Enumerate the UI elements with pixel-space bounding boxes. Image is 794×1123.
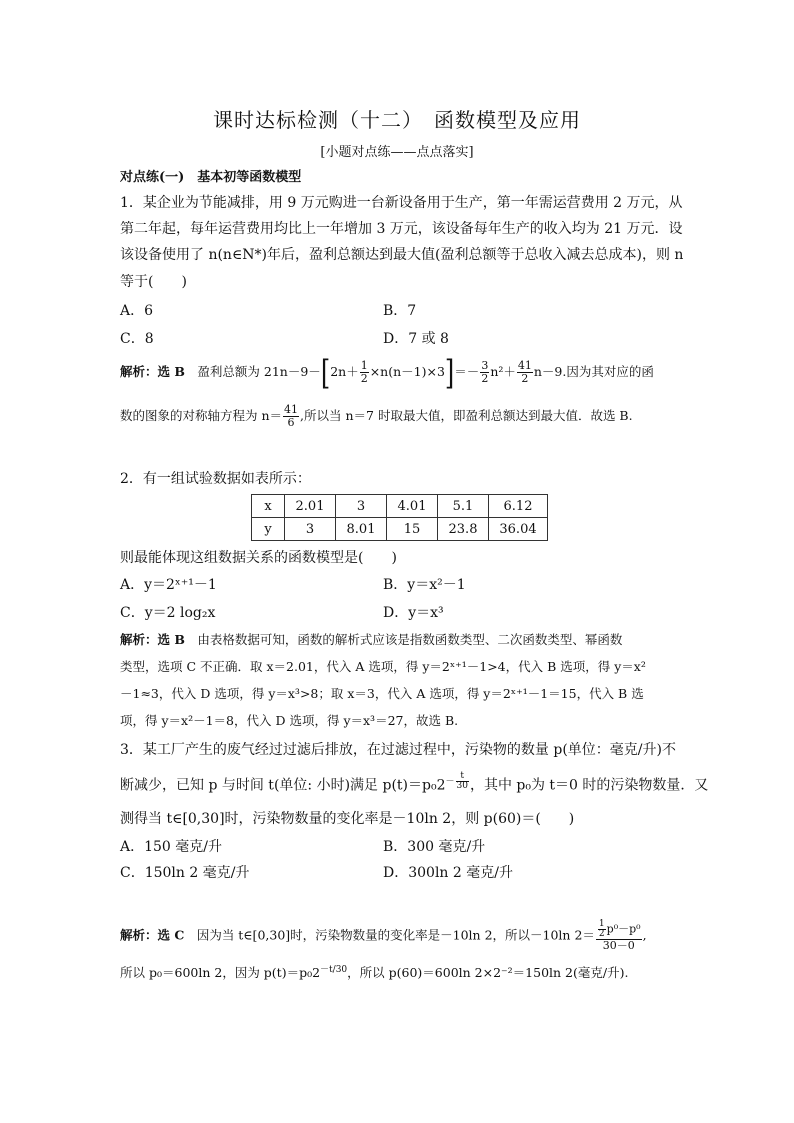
table-cell: 6.12 — [489, 495, 548, 518]
q1-line3: 该设备使用了 n(n∈N*)年后，盈利总额达到最大值(盈利总额等于总收入减去总成本)，则 n — [120, 247, 684, 263]
frac-num: 1 — [360, 359, 368, 372]
frac-num: 41 — [517, 359, 532, 372]
q1-option-c: C．8 — [120, 331, 154, 347]
q2-option-c: C．y＝2 log₂x — [120, 605, 216, 621]
frac-den: 2 — [598, 929, 605, 939]
q3-sol2b: ，所以 p(60)＝600ln 2×2⁻²＝150ln 2(毫克/升). — [347, 965, 629, 981]
q3-option-d: D．300ln 2 毫克/升 — [383, 865, 513, 881]
q1-sol-line2a: 数的图象的对称轴方程为 n＝ — [120, 408, 283, 423]
q1-solution-line1 — [120, 352, 654, 393]
frac-num — [596, 920, 642, 940]
q1-sol-mid: 2n＋ — [330, 364, 359, 379]
table-row-y — [252, 518, 548, 541]
q3-sol2a: 所以 p₀＝600ln 2，因为 p(t)＝p₀2 — [120, 965, 321, 981]
q3-line2b: ，其中 p₀为 t＝0 时的污染物数量．又 — [469, 777, 709, 794]
bracket-open: [ — [320, 352, 331, 393]
frac-num: 41 — [284, 403, 299, 416]
q2-question: 则最能体现这组数据关系的函数模型是( ) — [120, 550, 397, 566]
q2-stem: 2．有一组试验数据如表所示： — [120, 471, 311, 487]
section-heading: 对点练(一) 基本初等函数模型 — [120, 170, 302, 185]
q3-solution-line2 — [120, 962, 628, 981]
q1-sol-mid3: n²＋ — [490, 364, 516, 379]
q1-line4: 等于( ) — [120, 274, 187, 290]
q1-sol-end1: n－9.因为其对应的函 — [533, 364, 654, 379]
exponent — [445, 771, 469, 791]
fraction — [598, 920, 606, 939]
q2-solution-line4: 项，得 y＝x²－1＝8，代入 D 选项，得 y＝x³＝27，故选 B. — [120, 713, 459, 728]
q1-sol-line2b: ,所以当 n＝7 时取最大值，即盈利总额达到最大值．故选 B. — [300, 408, 633, 423]
frac-den: 30－0 — [602, 939, 635, 952]
q3-sol1: 因为当 t∈[0,30]时，污染物数量的变化率是－10ln 2，所以－10ln 2＝ — [184, 927, 595, 943]
q3-option-c: C．150ln 2 毫克/升 — [120, 865, 250, 881]
q2-sol1: 由表格数据可知，函数的解析式应该是指数函数类型、二次函数类型、幂函数 — [184, 632, 623, 647]
q1-sol-text: 盈利总额为 21n－9－ — [184, 364, 321, 379]
q1-sol-mid2: ×n(n－1)×3 — [369, 364, 445, 379]
q2-solution-line2: 类型，选项 C 不正确．取 x＝2.01，代入 A 选项，得 y＝2ˣ⁺¹－1>4，代入 B 选项，得 y＝x² — [120, 659, 646, 674]
table-row-x — [252, 495, 548, 518]
frac-num: 1 — [598, 919, 605, 929]
q1-solution-line2 — [120, 404, 633, 429]
frac-den: 2 — [521, 372, 529, 385]
table-cell: 23.8 — [438, 518, 489, 541]
q2-option-b: B．y＝x²－1 — [383, 577, 466, 593]
fraction — [596, 920, 642, 952]
q1-option-d: D．7 或 8 — [383, 331, 449, 347]
q3-option-a: A．150 毫克/升 — [120, 839, 222, 855]
frac-den: 2 — [481, 372, 489, 385]
frac-num-rest: p⁰－p⁰ — [606, 922, 641, 936]
q2-solution-line1 — [120, 630, 622, 648]
exponent: －t/30 — [320, 965, 348, 975]
q1-option-b: B．7 — [383, 303, 417, 319]
q3-line1: 3．某工厂产生的废气经过过滤后排放，在过滤过程中，污染物的数量 p(单位：毫克/升)不 — [120, 742, 676, 758]
exp-sign: － — [445, 777, 455, 787]
table-cell: 8.01 — [336, 518, 387, 541]
fraction — [360, 360, 369, 385]
q3-option-b: B．300 毫克/升 — [383, 839, 486, 855]
page-subtitle: [小题对点练——点点落实] — [320, 145, 474, 160]
frac-num: 3 — [481, 359, 489, 372]
q3-solution-line1 — [120, 920, 647, 952]
table-cell: 4.01 — [387, 495, 438, 518]
table-cell: 3 — [336, 495, 387, 518]
q3-line2a: 断减少，已知 p 与时间 t(单位: 小时)满足 p(t)＝p₀2 — [120, 777, 446, 794]
q1-line2: 第二年起，每年运营费用均比上一年增加 3 万元，该设备每年生产的收入均为 21 万元．设 — [120, 221, 683, 237]
table-cell: 2.01 — [285, 495, 336, 518]
frac-num: t — [456, 772, 469, 782]
q1-option-a: A．6 — [120, 303, 154, 319]
comma: , — [642, 927, 647, 943]
fraction — [456, 772, 469, 791]
frac-den: 6 — [287, 416, 295, 429]
fraction — [283, 404, 299, 429]
q1-line1: 1．某企业为节能减排，用 9 万元购进一台新设备用于生产，第一年需运营费用 2 万元，从 — [120, 195, 683, 211]
data-table — [251, 494, 548, 541]
table-cell: 15 — [387, 518, 438, 541]
table-cell: y — [252, 518, 285, 541]
table-cell: x — [252, 495, 285, 518]
q1-sol-eq: ＝－ — [454, 364, 480, 379]
frac-den: 2 — [360, 372, 368, 385]
bracket-close: ] — [444, 352, 455, 393]
q2-option-d: D．y＝x³ — [383, 605, 444, 621]
table-cell: 36.04 — [489, 518, 548, 541]
q2-option-a: A．y＝2ˣ⁺¹－1 — [120, 577, 217, 593]
q2-solution-label: 解析：选 B — [120, 632, 185, 647]
fraction — [480, 360, 489, 385]
q2-solution-line3: －1≈3，代入 D 选项，得 y＝x³>8；取 x＝3，代入 A 选项，得 y＝2ˣ⁺¹－1＝15，代入 B 选 — [120, 686, 644, 701]
page-title: 课时达标检测（十二） 函数模型及应用 — [213, 108, 581, 132]
fraction — [517, 360, 533, 385]
q3-line2 — [120, 772, 708, 795]
frac-den: 30 — [456, 781, 468, 791]
table-cell: 3 — [285, 518, 336, 541]
q3-line3: 测得当 t∈[0,30]时，污染物数量的变化率是－10ln 2，则 p(60)＝( ) — [120, 811, 575, 827]
table-cell: 5.1 — [438, 495, 489, 518]
q1-solution-label: 解析：选 B — [120, 364, 185, 379]
q3-solution-label: 解析：选 C — [120, 927, 185, 943]
